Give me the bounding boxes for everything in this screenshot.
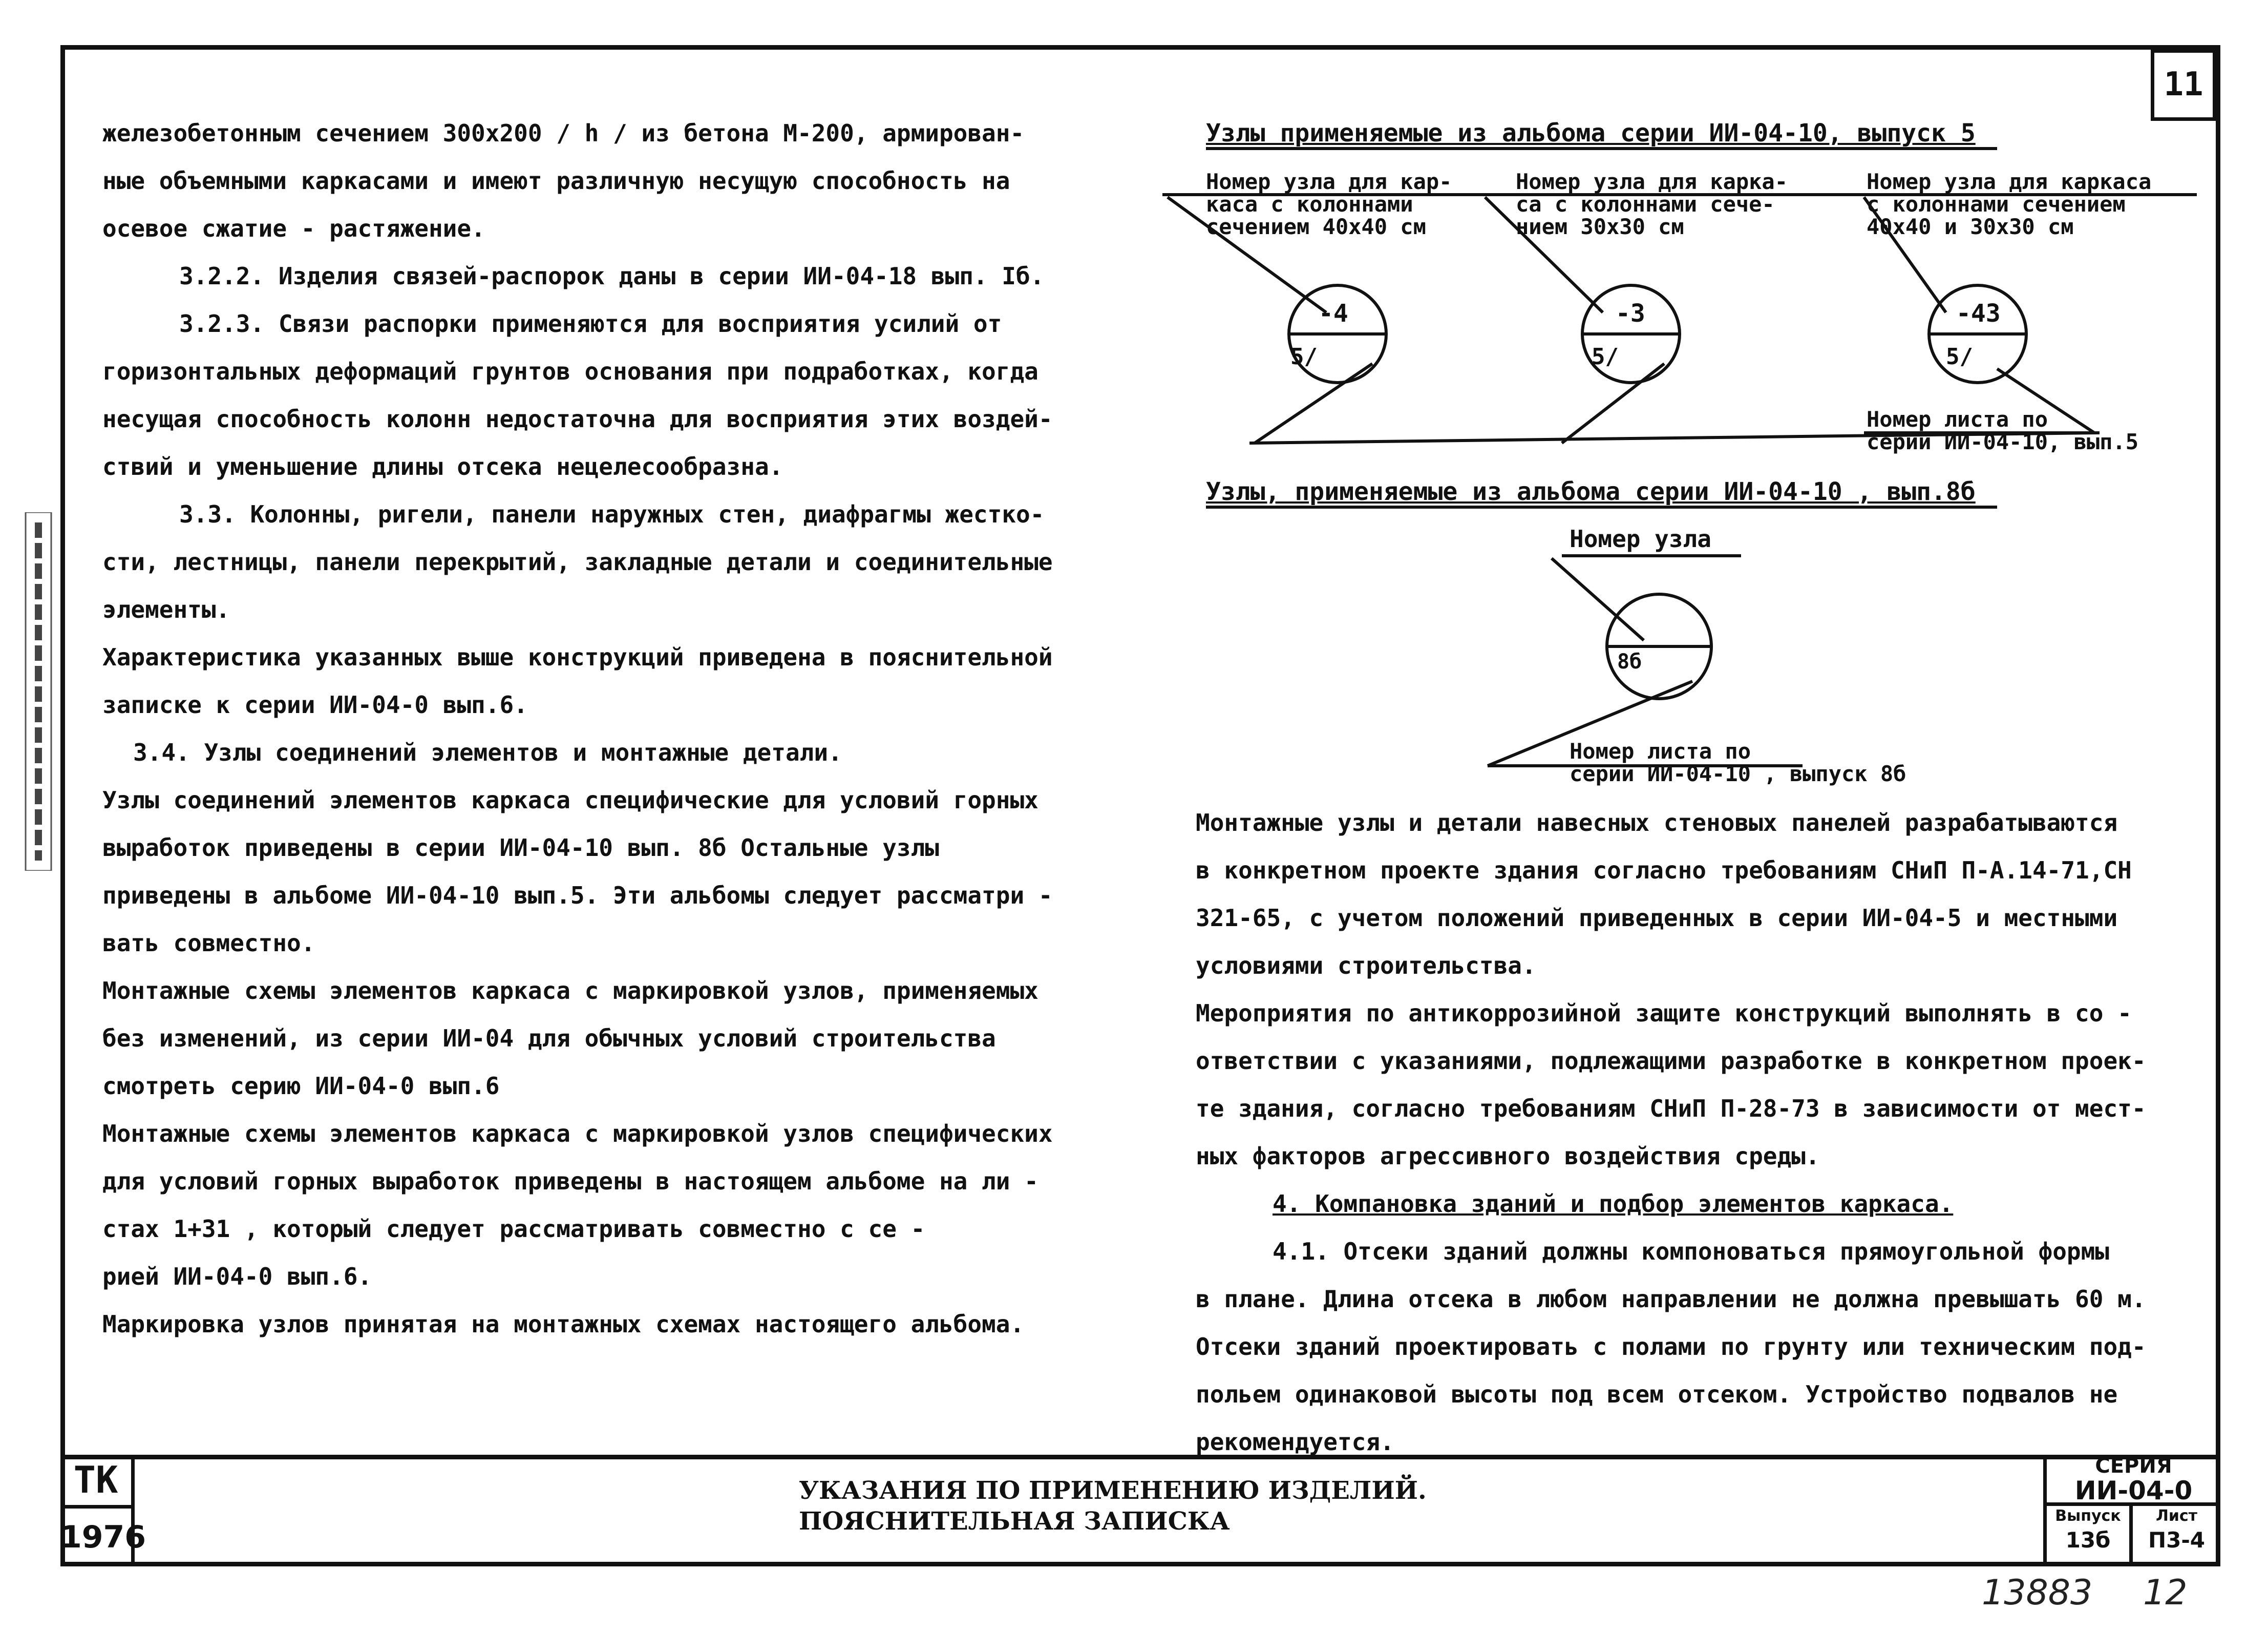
issue-cell (2043, 1506, 2133, 1566)
right-line: условиями строительства. (1196, 952, 1536, 979)
org-code: ТК (60, 1455, 135, 1509)
series-label: СЕРИЯ (2095, 1454, 2172, 1478)
sheet-ref-line: Номер листа по (1570, 739, 1751, 764)
left-line: Узлы соединений элементов каркаса специфические для условий горных (102, 786, 1038, 814)
node-mark-top-1: -4 (1319, 299, 1348, 328)
right-column (1196, 799, 2199, 1466)
sheet-ref-line: серии ИИ-04-10, вып.5 (1867, 429, 2139, 454)
right-line: в плане. Длина отсека в любом направлении не должна превышать 60 м. (1196, 1285, 2146, 1313)
left-line: сти, лестницы, панели перекрытий, закладные детали и соединительные (102, 548, 1053, 576)
left-line: ствий и уменьшение длины отсека нецелесообразна. (102, 453, 783, 480)
left-line: 3.3. Колонны, ригели, панели наружных стен, диафрагмы жестко- (179, 500, 1045, 528)
sheet-cell (2133, 1506, 2220, 1566)
node-label-line: 40х40 и 30х30 см (1867, 214, 2074, 239)
node-label-8b: Номер узла (1570, 525, 1711, 553)
sheet-ref-line: серии ИИ-04-10 , выпуск 8б (1570, 761, 1906, 786)
left-line: для условий горных выработок приведены в настоящем альбоме на ли - (102, 1167, 1038, 1195)
title-line: ПОЯСНИТЕЛЬНАЯ ЗАПИСКА (799, 1507, 1230, 1536)
page-number: 12 (2143, 1573, 2188, 1613)
left-line: Маркировка узлов принятая на монтажных схемах настоящего альбома. (102, 1310, 1025, 1338)
right-line: Отсеки зданий проектировать с полами по грунту или техническим под- (1196, 1333, 2146, 1360)
right-line: Монтажные узлы и детали навесных стеновых панелей разрабатываются (1196, 809, 2118, 836)
node-mark-bottom-1: 5/ (1290, 344, 1318, 370)
issue-label: Выпуск (2055, 1507, 2121, 1525)
left-line: Монтажные схемы элементов каркаса с маркировкой узлов специфических (102, 1120, 1053, 1147)
left-line: стах 1+31 , который следует рассматривать совместно с се - (102, 1215, 925, 1243)
right-line: 4.1. Отсеки зданий должны компоноваться прямоугольной формы (1273, 1238, 2109, 1265)
series-value: ИИ-04-0 (2074, 1476, 2193, 1505)
left-line: Монтажные схемы элементов каркаса с маркировкой узлов, применяемых (102, 977, 1038, 1004)
section-heading: 4. Компановка зданий и подбор элементов каркаса. (1273, 1190, 1954, 1218)
sheet-value: П3-4 (2148, 1527, 2206, 1553)
left-line: ные объемными каркасами и имеют различную несущую способность на (102, 167, 1010, 195)
left-line: железобетонным сечением 300х200 / h / из бетона М-200, армирован- (102, 119, 1025, 147)
left-line: вать совместно. (102, 929, 315, 957)
node-mark-top-2: -3 (1616, 299, 1645, 328)
node-label-line: каса с колоннами (1206, 192, 1413, 217)
nodes-8b-header: Узлы, применяемые из альбома серии ИИ-04-10 , вып.8б (1206, 477, 1976, 506)
right-line: ответствии с указаниями, подлежащими разработке в конкретном проек- (1196, 1047, 2146, 1075)
nodes-5-header: Узлы применяемые из альбома серии ИИ-04-10, выпуск 5 (1206, 119, 1976, 148)
right-line: в конкретном проекте здания согласно требованиям СНиП П-А.14-71,СН (1196, 856, 2132, 884)
title-line: УКАЗАНИЯ ПО ПРИМЕНЕНИЮ ИЗДЕЛИЙ. (799, 1476, 1427, 1505)
archive-number: 13883 (1982, 1573, 2093, 1613)
sheet-ref-line: Номер листа по (1867, 407, 2048, 432)
left-line: приведены в альбоме ИИ-04-10 вып.5. Эти альбомы следует рассматри - (102, 882, 1053, 909)
node-label-line: Номер узла для каркаса (1867, 169, 2152, 194)
node-label-line: Номер узла для кар- (1206, 169, 1452, 194)
right-line: рекомендуется. (1196, 1428, 1394, 1456)
left-line: смотреть серию ИИ-04-0 вып.6 (102, 1072, 500, 1100)
right-line: те здания, согласно требованиям СНиП П-28-73 в зависимости от мест- (1196, 1095, 2146, 1122)
node-label-line: Номер узла для карка- (1516, 169, 1788, 194)
right-line: ных факторов агрессивного воздействия среды. (1196, 1142, 1820, 1170)
left-line: выработок приведены в серии ИИ-04-10 вып. 8б Остальные узлы (102, 834, 939, 862)
left-line: горизонтальных деформаций грунтов основания при подработках, когда (102, 358, 1038, 385)
left-line: без изменений, из серии ИИ-04 для обычных условий строительства (102, 1024, 996, 1052)
year: 1976 (60, 1509, 135, 1566)
left-line: элементы. (102, 596, 230, 623)
right-line: польем одинаковой высоты под всем отсеком. Устройство подвалов не (1196, 1380, 2118, 1408)
left-line: записке к серии ИИ-04-0 вып.6. (102, 691, 528, 719)
node-label-line: с колоннами сечением (1867, 192, 2126, 217)
node-mark-bottom-2: 5/ (1592, 344, 1619, 370)
node-mark-top-3: -43 (1956, 299, 2001, 328)
node-label-line: нием 30х30 см (1516, 214, 1684, 239)
right-line: Мероприятия по антикоррозийной защите конструкций выполнять в со - (1196, 999, 2132, 1027)
left-line: несущая способность колонн недостаточна для восприятия этих воздей- (102, 405, 1053, 433)
left-line: 3.2.2. Изделия связей-распорок даны в серии ИИ-04-18 вып. Iб. (179, 262, 1045, 290)
left-line: осевое сжатие - растяжение. (102, 215, 485, 242)
left-line: рией ИИ-04-0 вып.6. (102, 1263, 372, 1290)
left-line: 3.2.3. Связи распорки применяются для восприятия усилий от (179, 310, 1002, 338)
node-mark-bottom-3: 5/ (1946, 344, 1973, 370)
left-line: Характеристика указанных выше конструкций приведена в пояснительной (102, 643, 1053, 671)
sheet-label: Лист (2155, 1507, 2198, 1525)
right-line: 321-65, с учетом положений приведенных в серии ИИ-04-5 и местными (1196, 904, 2118, 932)
document-title (799, 1475, 1427, 1537)
sheet-number-box: 11 (2151, 49, 2216, 121)
series-cell (2043, 1455, 2220, 1506)
node-label-line: сечением 40х40 см (1206, 214, 1426, 239)
issue-value: 13б (2065, 1527, 2111, 1553)
node-label-line: са с колоннами сече- (1516, 192, 1775, 217)
section-heading: 3.4. Узлы соединений элементов и монтажные детали. (133, 739, 842, 766)
node-mark-8b: 8б (1617, 650, 1642, 674)
